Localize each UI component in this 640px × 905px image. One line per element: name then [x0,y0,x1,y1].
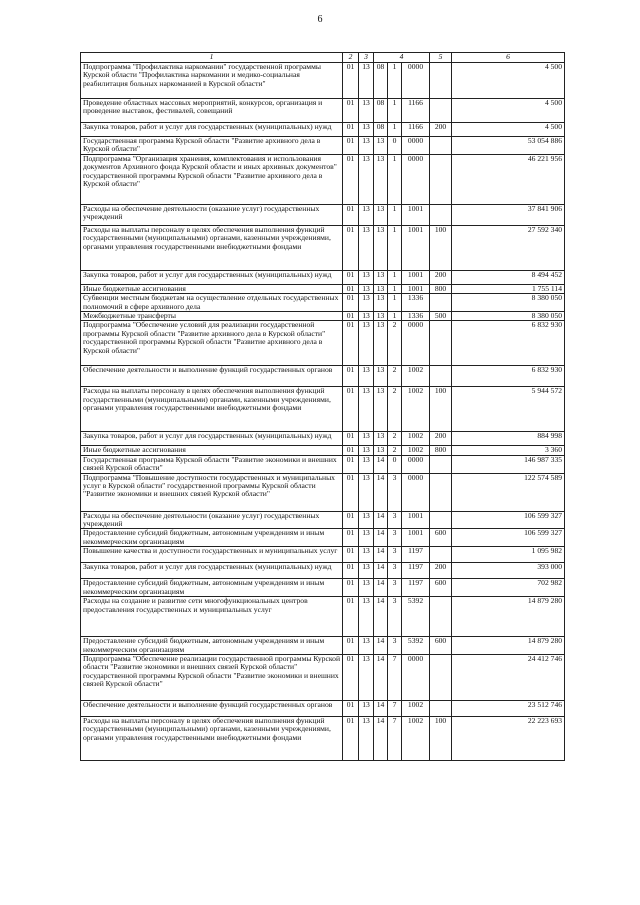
row-c2: 01 [343,529,359,547]
table-row [81,529,565,547]
row-c2: 01 [343,294,359,312]
row-c4c: 5392 [402,597,430,637]
row-c2: 01 [343,321,359,366]
row-name: Иные бюджетные ассигнования [81,284,343,293]
table-row [81,473,565,511]
row-c2: 01 [343,700,359,716]
row-c4c: 1002 [402,432,430,446]
row-c5: 100 [430,387,452,432]
row-c4b: 3 [388,547,402,563]
row-c4c: 1336 [402,312,430,321]
row-amount: 53 054 886 [452,137,565,155]
row-c5: 500 [430,312,452,321]
header-col-1: 1 [81,53,343,63]
header-col-5: 5 [430,53,452,63]
row-c4c: 1002 [402,366,430,387]
row-c4c: 1001 [402,225,430,270]
header-col-4: 4 [374,53,430,63]
row-c5 [430,321,452,366]
row-c3: 13 [359,455,374,473]
row-c4a: 13 [374,270,388,284]
row-c4c: 1001 [402,204,430,225]
row-c4a: 13 [374,321,388,366]
row-c3: 13 [359,225,374,270]
row-c4a: 14 [374,473,388,511]
row-c4b: 3 [388,637,402,655]
row-c4c: 0000 [402,455,430,473]
row-c2: 01 [343,446,359,455]
row-amount: 4 500 [452,123,565,137]
table-row [81,387,565,432]
row-amount: 106 599 327 [452,529,565,547]
row-c2: 01 [343,511,359,529]
row-name: Расходы на создание и развитие сети многофункциональных центров предоставления государственных и муниципальных услуг [81,597,343,637]
row-c4b: 3 [388,563,402,579]
row-c2: 01 [343,579,359,597]
row-c5 [430,137,452,155]
row-c4a: 08 [374,99,388,123]
row-c2: 01 [343,137,359,155]
row-c2: 01 [343,637,359,655]
row-name: Закупка товаров, работ и услуг для государственных (муниципальных) нужд [81,563,343,579]
table-row [81,63,565,99]
row-amount: 14 879 280 [452,597,565,637]
row-c5: 200 [430,123,452,137]
row-c5: 100 [430,716,452,760]
row-c4a: 13 [374,154,388,204]
row-c5 [430,597,452,637]
row-name: Подпрограмма "Обеспечение условий для реализации государственной программы Курской области "Развитие архивного дела в Курской области" государственной программы Курской области "Развитие архивного дела в Курской области" [81,321,343,366]
row-c4c: 1197 [402,547,430,563]
row-c4b: 1 [388,270,402,284]
row-amount: 393 000 [452,563,565,579]
header-row [81,53,565,63]
row-c5: 200 [430,563,452,579]
row-c2: 01 [343,270,359,284]
page-number: 6 [317,14,323,25]
row-amount: 8 494 452 [452,270,565,284]
table-row [81,579,565,597]
row-c4b: 7 [388,716,402,760]
row-c2: 01 [343,473,359,511]
table-row [81,716,565,760]
row-c2: 01 [343,716,359,760]
row-c2: 01 [343,99,359,123]
row-c4b: 0 [388,137,402,155]
row-name: Иные бюджетные ассигнования [81,446,343,455]
row-amount: 23 512 746 [452,700,565,716]
table-row [81,432,565,446]
row-c5 [430,511,452,529]
table-row [81,366,565,387]
row-name: Подпрограмма "Организация хранения, комплектования и использования документов Архивного фонда Курской области и иных архивных документов" государственной программы Курской области "Развитие архивного дела в Курской области" [81,154,343,204]
row-c5 [430,700,452,716]
row-amount: 106 599 327 [452,511,565,529]
row-c4c: 5392 [402,637,430,655]
row-name: Повышение качества и доступности государственных и муниципальных услуг [81,547,343,563]
row-name: Межбюджетные трансферты [81,312,343,321]
row-c4b: 1 [388,99,402,123]
row-c4b: 1 [388,204,402,225]
row-amount: 6 832 930 [452,321,565,366]
row-c5 [430,366,452,387]
table-row [81,225,565,270]
table-row [81,700,565,716]
row-amount: 8 380 050 [452,294,565,312]
row-name: Предоставление субсидий бюджетным, автономным учреждениям и иным некоммерческим организациям [81,529,343,547]
row-c3: 13 [359,579,374,597]
row-amount: 4 500 [452,99,565,123]
row-name: Расходы на выплаты персоналу в целях обеспечения выполнения функций государственными (муниципальными) органами, казенными учреждениями, органами управления государственными внебюджетными фондами [81,387,343,432]
row-name: Подпрограмма "Профилактика наркомании" государственной программы Курской области "Профилактика наркомании и медико-социальная реабилитация больных наркоманией в Курской области" [81,63,343,99]
table-row [81,563,565,579]
row-c4b: 2 [388,446,402,455]
row-amount: 884 998 [452,432,565,446]
row-c2: 01 [343,563,359,579]
row-name: Закупка товаров, работ и услуг для государственных (муниципальных) нужд [81,270,343,284]
row-c4a: 14 [374,654,388,700]
row-amount: 1 095 982 [452,547,565,563]
row-c4c: 1002 [402,387,430,432]
row-c3: 13 [359,366,374,387]
row-c4b: 0 [388,455,402,473]
row-amount: 4 500 [452,63,565,99]
table-row [81,547,565,563]
table-row [81,270,565,284]
row-c4a: 08 [374,63,388,99]
row-c4a: 13 [374,225,388,270]
row-c4b: 1 [388,294,402,312]
table-row [81,154,565,204]
row-c3: 13 [359,99,374,123]
row-c4c: 1336 [402,294,430,312]
row-c5 [430,654,452,700]
row-c2: 01 [343,366,359,387]
row-name: Субвенции местным бюджетам на осуществление отдельных государственных полномочий в сфере архивного дела [81,294,343,312]
row-name: Расходы на выплаты персоналу в целях обеспечения выполнения функций государственными (муниципальными) органами, казенными учреждениями, органами управления государственными внебюджетными фондами [81,716,343,760]
row-c4b: 3 [388,579,402,597]
row-c3: 13 [359,137,374,155]
table-row [81,204,565,225]
row-c3: 13 [359,716,374,760]
row-c3: 13 [359,432,374,446]
row-c4a: 14 [374,455,388,473]
row-c4c: 1001 [402,270,430,284]
row-c4c: 1001 [402,284,430,293]
row-c4a: 14 [374,511,388,529]
row-c4b: 3 [388,597,402,637]
row-amount: 3 360 [452,446,565,455]
row-c4b: 2 [388,432,402,446]
table-row [81,446,565,455]
row-c4c: 1197 [402,579,430,597]
row-name: Расходы на обеспечение деятельности (оказание услуг) государственных учреждений [81,511,343,529]
row-c5: 600 [430,529,452,547]
row-name: Расходы на выплаты персоналу в целях обеспечения выполнения функций государственными (муниципальными) органами, казенными учреждениями, органами управления государственными внебюджетными фондами [81,225,343,270]
table-row [81,321,565,366]
header-col-2: 2 [343,53,359,63]
row-c4b: 3 [388,473,402,511]
row-name: Подпрограмма "Обеспечение реализации государственной программы Курской области "Развитие экономики и внешних связей Курской области" государственной программы Курской области "Развитие экономики и внешних связей Курской области" [81,654,343,700]
row-c4a: 13 [374,366,388,387]
row-c3: 13 [359,529,374,547]
table-row [81,654,565,700]
row-c4a: 14 [374,529,388,547]
row-c4b: 2 [388,321,402,366]
row-amount: 22 223 693 [452,716,565,760]
row-c4c: 0000 [402,654,430,700]
row-c5: 600 [430,637,452,655]
row-c3: 13 [359,284,374,293]
row-c3: 13 [359,654,374,700]
row-c2: 01 [343,432,359,446]
row-amount: 46 221 956 [452,154,565,204]
row-c4a: 13 [374,284,388,293]
row-c5 [430,99,452,123]
row-c4b: 1 [388,284,402,293]
row-name: Обеспечение деятельности и выполнение функций государственных органов [81,700,343,716]
table-row [81,99,565,123]
row-c5 [430,455,452,473]
row-c4c: 0000 [402,473,430,511]
row-c4a: 13 [374,294,388,312]
row-c4a: 13 [374,312,388,321]
row-c3: 13 [359,63,374,99]
table-row [81,123,565,137]
row-c3: 13 [359,294,374,312]
row-c4c: 1166 [402,99,430,123]
row-amount: 122 574 589 [452,473,565,511]
table-body [81,63,565,761]
row-c2: 01 [343,547,359,563]
row-c4a: 14 [374,716,388,760]
row-c4c: 0000 [402,154,430,204]
table-row [81,597,565,637]
row-name: Проведение областных массовых мероприятий, конкурсов, организация и проведение выставок, фестивалей, совещаний [81,99,343,123]
row-c4c: 0000 [402,137,430,155]
row-c3: 13 [359,321,374,366]
row-c4b: 3 [388,529,402,547]
row-c4c: 0000 [402,63,430,99]
row-c5 [430,63,452,99]
row-c4c: 1002 [402,446,430,455]
row-amount: 5 944 572 [452,387,565,432]
row-c3: 13 [359,637,374,655]
row-c3: 13 [359,700,374,716]
row-c4a: 14 [374,579,388,597]
row-c5: 800 [430,446,452,455]
row-c4a: 13 [374,446,388,455]
row-name: Предоставление субсидий бюджетным, автономным учреждениям и иным некоммерческим организациям [81,637,343,655]
row-c3: 13 [359,154,374,204]
row-c4c: 1002 [402,716,430,760]
row-c4a: 14 [374,563,388,579]
row-c2: 01 [343,455,359,473]
row-c4b: 2 [388,387,402,432]
row-c2: 01 [343,154,359,204]
row-name: Расходы на обеспечение деятельности (оказание услуг) государственных учреждений [81,204,343,225]
row-c5 [430,294,452,312]
row-c5 [430,204,452,225]
row-c4b: 3 [388,511,402,529]
row-c2: 01 [343,387,359,432]
row-c5 [430,473,452,511]
row-c3: 13 [359,312,374,321]
row-c2: 01 [343,123,359,137]
row-c4a: 13 [374,432,388,446]
header-col-6: 6 [452,53,565,63]
row-c3: 13 [359,511,374,529]
row-amount: 37 841 906 [452,204,565,225]
table-row [81,294,565,312]
row-c4c: 1166 [402,123,430,137]
row-c3: 13 [359,387,374,432]
row-name: Предоставление субсидий бюджетным, автономным учреждениям и иным некоммерческим организациям [81,579,343,597]
row-c5: 200 [430,270,452,284]
row-c4b: 1 [388,63,402,99]
row-c4c: 1197 [402,563,430,579]
row-c3: 13 [359,204,374,225]
row-c4c: 0000 [402,321,430,366]
row-amount: 8 380 050 [452,312,565,321]
row-c4a: 14 [374,547,388,563]
row-c4b: 2 [388,366,402,387]
row-c5: 600 [430,579,452,597]
row-c3: 13 [359,563,374,579]
row-amount: 27 592 340 [452,225,565,270]
row-name: Обеспечение деятельности и выполнение функций государственных органов [81,366,343,387]
row-amount: 702 982 [452,579,565,597]
row-amount: 146 987 335 [452,455,565,473]
row-amount: 24 412 746 [452,654,565,700]
row-c4a: 14 [374,597,388,637]
row-c5: 100 [430,225,452,270]
table-row [81,511,565,529]
row-c4a: 14 [374,700,388,716]
row-c4b: 1 [388,312,402,321]
row-c4b: 7 [388,700,402,716]
row-c4a: 13 [374,137,388,155]
row-amount: 6 832 930 [452,366,565,387]
row-c2: 01 [343,654,359,700]
row-name: Закупка товаров, работ и услуг для государственных (муниципальных) нужд [81,432,343,446]
row-c4a: 14 [374,637,388,655]
row-name: Подпрограмма "Повышение доступности государственных и муниципальных услуг в Курской области" государственной программы Курской области "Развитие экономики и внешних связей Курской области" [81,473,343,511]
row-c2: 01 [343,225,359,270]
row-c3: 13 [359,270,374,284]
row-c3: 13 [359,446,374,455]
row-c4b: 1 [388,123,402,137]
row-c4a: 13 [374,387,388,432]
row-c4c: 1001 [402,529,430,547]
row-c5 [430,154,452,204]
row-c4c: 1001 [402,511,430,529]
row-c4b: 7 [388,654,402,700]
budget-table [80,52,565,761]
row-c3: 13 [359,473,374,511]
row-amount: 1 755 114 [452,284,565,293]
row-name: Государственная программа Курской области "Развитие архивного дела в Курской области" [81,137,343,155]
row-c3: 13 [359,547,374,563]
row-amount: 14 879 280 [452,637,565,655]
row-c4a: 08 [374,123,388,137]
row-c5 [430,547,452,563]
row-c2: 01 [343,597,359,637]
row-c2: 01 [343,284,359,293]
table-row [81,137,565,155]
row-c2: 01 [343,312,359,321]
row-c5: 800 [430,284,452,293]
row-name: Государственная программа Курской области "Развитие экономики и внешних связей Курской области" [81,455,343,473]
row-c2: 01 [343,63,359,99]
table-row [81,637,565,655]
row-c2: 01 [343,204,359,225]
header-col-3: 3 [359,53,374,63]
row-c3: 13 [359,597,374,637]
row-c4a: 13 [374,204,388,225]
row-c5: 200 [430,432,452,446]
row-c4b: 1 [388,154,402,204]
row-c4b: 1 [388,225,402,270]
row-c3: 13 [359,123,374,137]
row-c4c: 1002 [402,700,430,716]
row-name: Закупка товаров, работ и услуг для государственных (муниципальных) нужд [81,123,343,137]
table-row [81,455,565,473]
